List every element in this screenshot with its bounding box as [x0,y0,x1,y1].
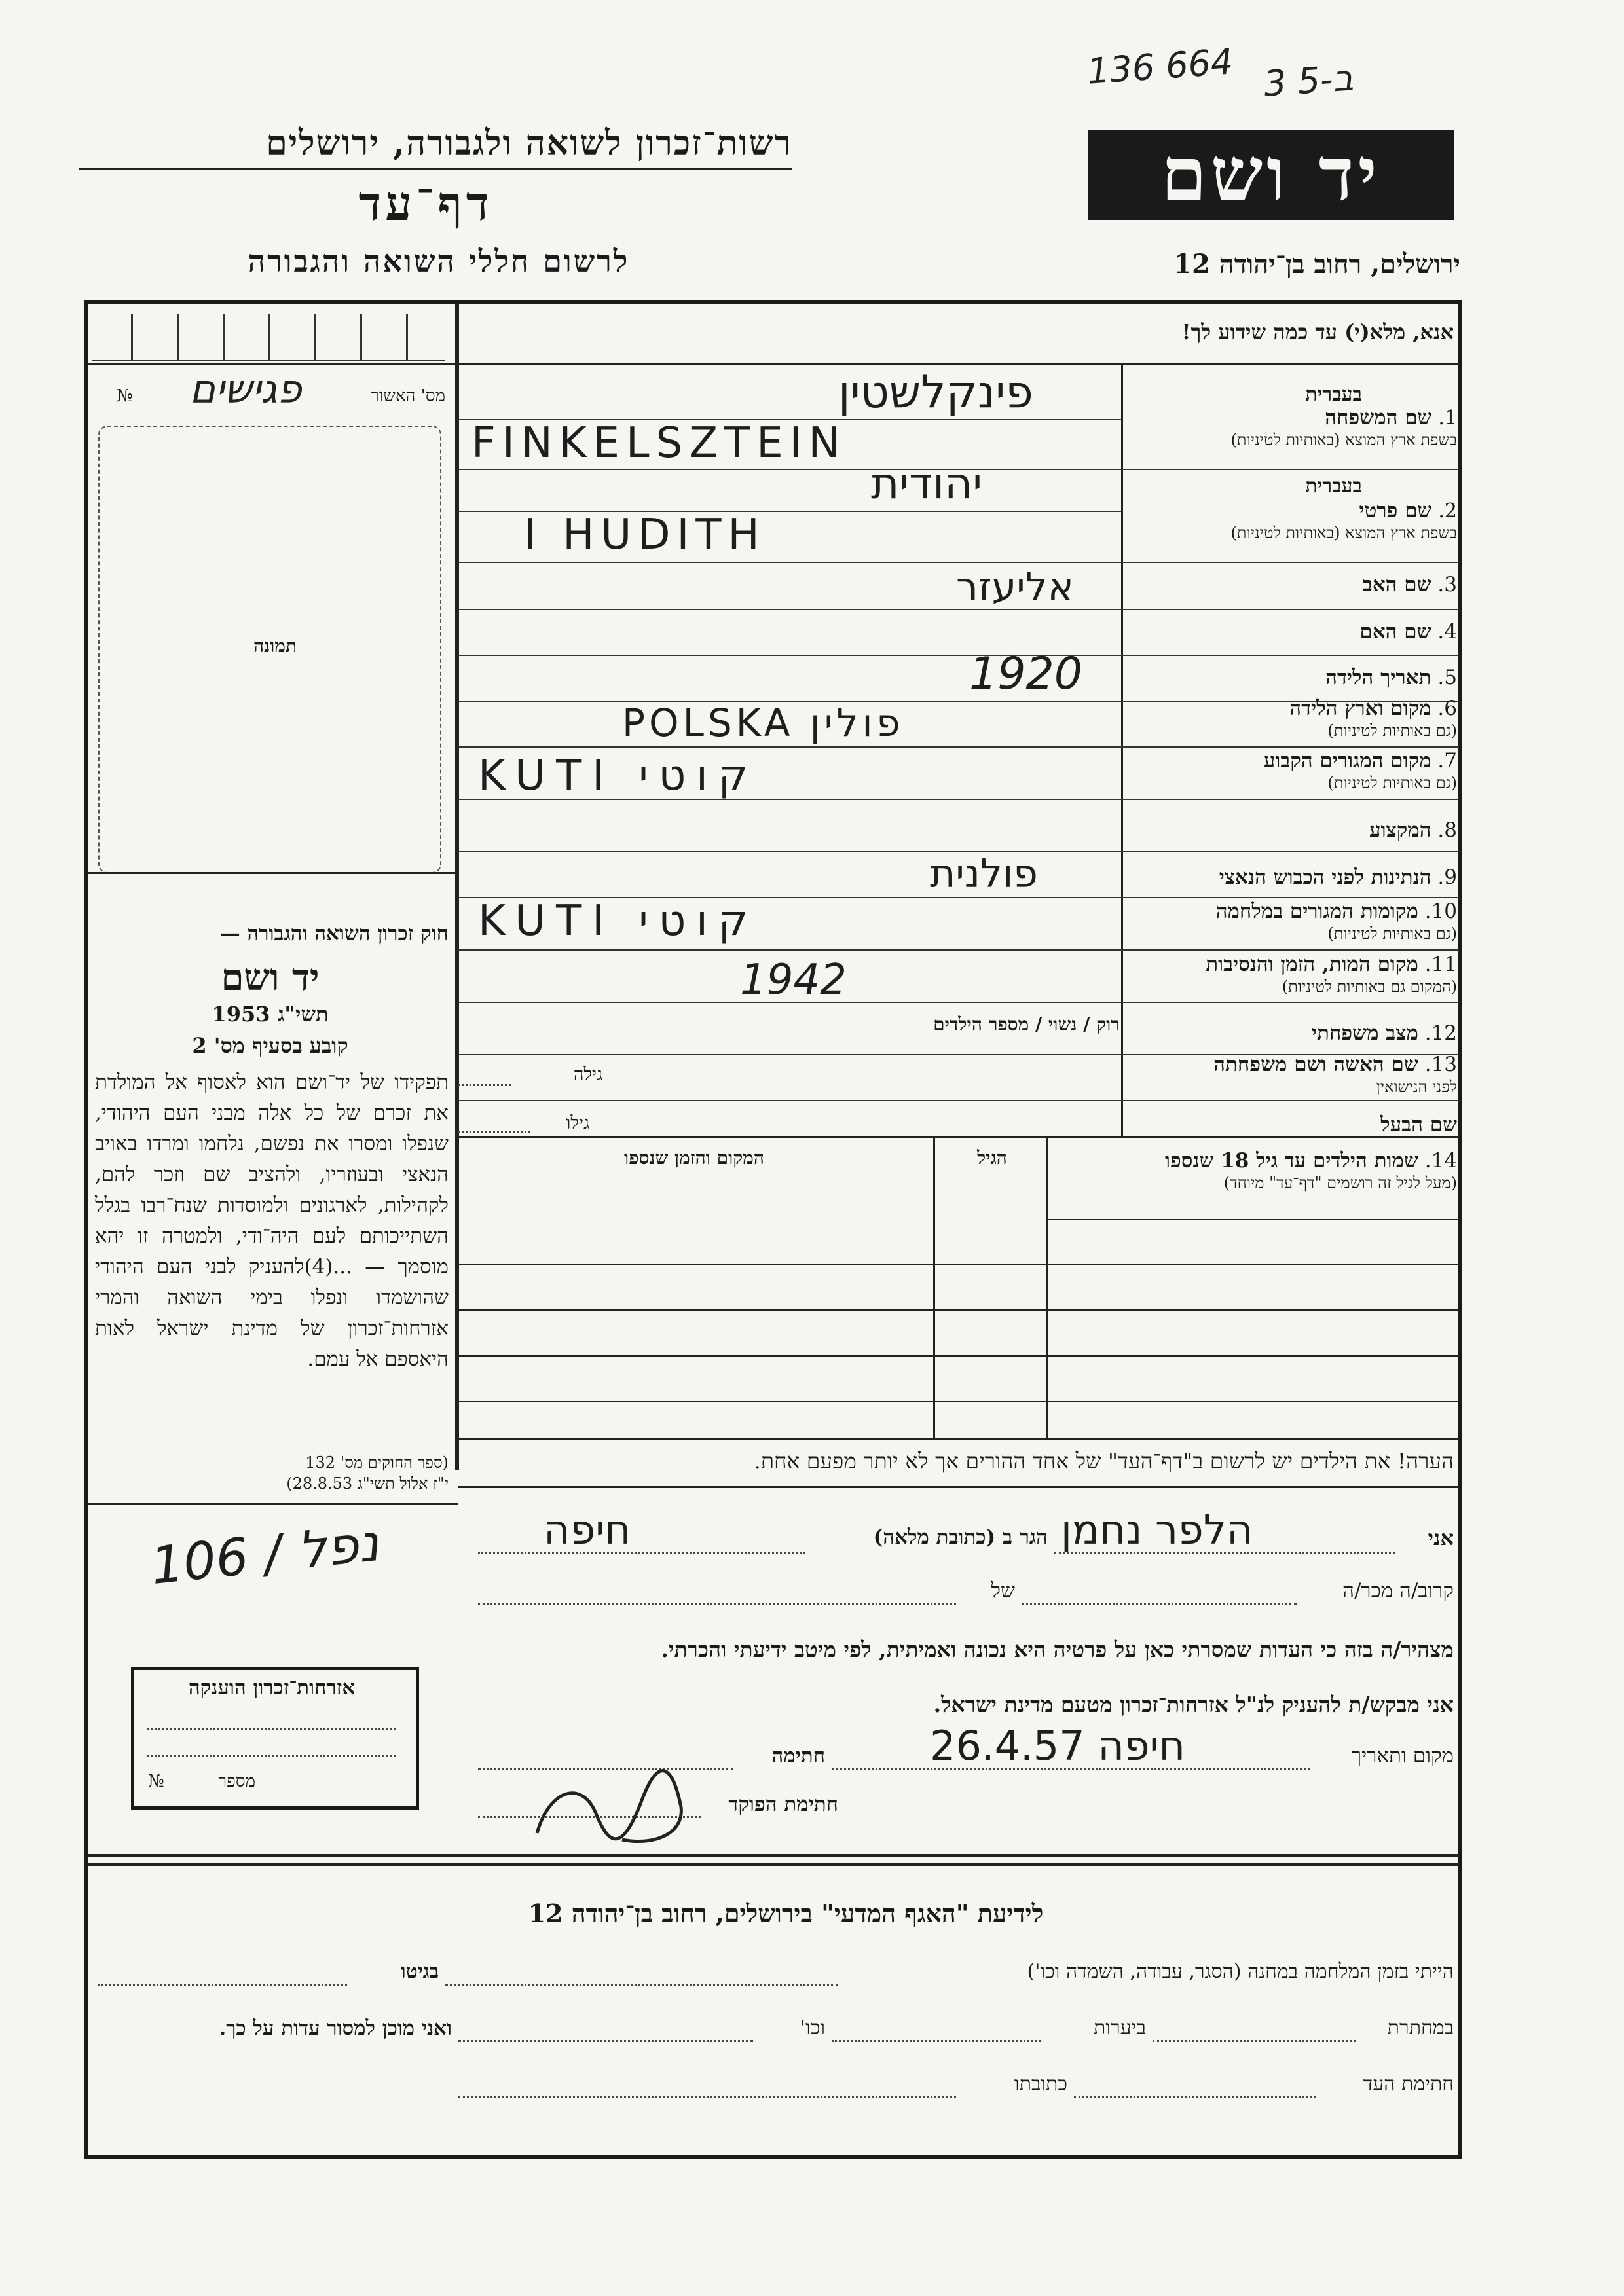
children-row-line [458,1355,1459,1357]
children-col-place: המקום והזמן שנספו [624,1147,764,1169]
citizenship-number-label: מספר [218,1772,255,1791]
field-6-num: 6. [1437,697,1457,720]
bottom-separator-2 [88,1863,1459,1866]
children-num: 14. [1424,1149,1457,1173]
field-13-value: גילה [573,1065,602,1085]
field-10-value: KUTI קוטי [478,897,759,945]
children-row-line [458,1309,1459,1311]
row-line [458,746,1459,748]
of-dotted [478,1603,956,1605]
bottom-line1-a: הייתי בזמן המלחמה במחנה (הסגר, עבודה, השמדה וכו') [1027,1960,1454,1983]
field-11-value: 1942 [740,956,847,1004]
field-12-num: 12. [1424,1021,1457,1045]
children-bottom-line [458,1438,1459,1440]
field-10-label [1216,900,1457,943]
field-1-hebrew-value: פינקלשטין [838,367,1033,418]
bottom-line1-b: בגיטו [400,1960,439,1983]
bottom-separator-1 [88,1854,1459,1857]
field-10-title: מקומות המגורים במלחמה [1215,900,1418,923]
bottom-line1-dotted [445,1984,838,1986]
field-1-latin-value: FINKELSZTEIN [471,419,847,467]
bottom-line2-dotted-3 [458,2040,753,2042]
field-11-num: 11. [1424,953,1457,976]
yad-vashem-logo: יד ושם [1088,130,1454,220]
field-9-num: 9. [1437,866,1457,889]
field-4-title: שם האם [1359,620,1431,644]
field-5-value: 1920 [969,648,1083,700]
field-7-sub: (גם באותיות לטיניות) [1327,774,1457,792]
field-13-sub: לפני הנישואין [1376,1078,1457,1096]
row-line [458,1100,1459,1101]
field-13-num: 13. [1424,1053,1457,1076]
husband-dotted [458,1131,530,1133]
bottom-line3-dotted-1 [1074,2096,1316,2098]
husband-title: שם הבעל [1380,1113,1457,1137]
children-row-line [458,1264,1459,1265]
field-5-title: תאריך הלידה [1325,666,1431,689]
note-bottom-line [458,1486,1459,1488]
bottom-line2-b: ביערות [1093,2016,1146,2039]
declarant-i-label: אני [1428,1525,1454,1550]
left-column-divider [455,304,459,1470]
children-sub: (מעל לגיל זה רושמים "דף־עד" מיוחד) [1223,1174,1457,1192]
field-12-value: רוק / נשוי / מספר הילדים [933,1013,1120,1035]
field-1-num: 1. [1438,407,1457,429]
law-source: (ספר החוקים מס' 132 [305,1453,449,1472]
field-7-value: KUTI קוטי [478,752,759,800]
field-13-title: שם האשה ושם משפחתה [1213,1053,1418,1076]
authority-title: רשות־זכרון לשואה ולגבורה, ירושלים [266,123,792,163]
field-6-sub: (גם באותיות לטיניות) [1327,721,1457,740]
children-row-line [458,1401,1459,1402]
margin-note: 106 / נפל [148,1514,382,1596]
field-12-title: מצב משפחתי [1311,1021,1418,1045]
approval-handwritten: פגישים [189,367,302,412]
handwritten-reference-2: 3 ב-5 [1262,57,1355,105]
citizenship-no-sign: № [148,1772,164,1791]
citizenship-box-dotted-2 [147,1755,396,1757]
field-2-num: 2. [1438,500,1457,522]
field-6-label [1289,697,1457,740]
row-line [458,562,1459,563]
field-13-label [1213,1053,1457,1097]
children-row-line [1048,1219,1459,1220]
field-4-label [1359,620,1457,644]
declarant-address-value: חיפה [544,1506,631,1554]
place-date-label: מקום ותאריך [1351,1744,1454,1768]
law-year: תשי"ג 1953 [212,1002,329,1027]
field-7-title: מקום המגורים הקבוע [1263,749,1431,773]
declarant-address-dotted [478,1552,805,1554]
top-strip-line [88,363,1459,365]
law-text: תפקידו של יד־ושם הוא לאסוף אל המולדת את זכרם של כל אלה מבני העם היהודי, שנפלו ומסרו את נפשם, נלחמו ומרדו באויב הנאצי ובעוזריו, ולהציב שם וזכר להם, לקהילות, לארגונים ולמוסדות שנח־רבו בגלל השתייכותם לעם היה־ודי, ולמטרה זו יהא מוסמך — ...(4)להעניק לבני העם היהודי שהושמדו ונפלו בימי השואה והמרי אזרחות־זכרון של מדינת ישראל לאות היאספם אל עמם. [95,1070,449,1371]
row-line [458,949,1459,951]
relative-label: קרוב/ה מכר/ה [1342,1579,1454,1603]
bottom-line2-a: במחתרת [1387,2016,1454,2039]
bottom-line3-dotted-2 [458,2096,956,2098]
photo-label: תמונה [253,635,297,657]
field-9-label [1219,866,1457,889]
form-subtitle: לרשום חללי השואה והגבורה [248,244,630,279]
field-2-sub: בשפת ארץ המוצא (באותיות לטיניות) [1230,524,1457,542]
law-logo: יד ושם [221,956,320,999]
field-8-num: 8. [1437,818,1457,842]
field-6-title: מקום וארץ הלידה [1289,697,1431,720]
photo-bottom-line [88,872,456,874]
field-5-label [1325,666,1457,689]
field-2-title: שם פרטי [1359,499,1432,522]
signature-label: חתימה [771,1744,825,1768]
field-11-sub: (המקום גם באותיות לטיניות) [1282,977,1457,996]
children-label [1165,1149,1457,1193]
of-label: של [991,1579,1015,1603]
bottom-line3-b: כתובתו [1014,2073,1067,2096]
field-1-sub: בשפת ארץ המוצא (באותיות לטיניות) [1230,431,1457,449]
children-col-divider-2 [933,1138,935,1439]
field-2-lang: בעברית [1305,475,1362,498]
bottom-line2-dotted-1 [1153,2040,1356,2042]
field-3-label [1363,573,1457,596]
approval-no-sign: № [117,386,133,406]
children-title: שמות הילדים עד גיל 18 שנספו [1164,1149,1418,1173]
field-6-value: POLSKA פולין [622,701,904,745]
field-1-title: שם המשפחה [1325,406,1432,429]
approval-label: מס' האשור [370,386,445,406]
approval-ticks [92,308,445,361]
place-date-value: חיפה 26.4.57 [930,1722,1185,1770]
field-2-label [1230,499,1457,543]
law-heading: חוק זכרון השואה והגבורה — [219,922,449,945]
field-10-sub: (גם באותיות לטיניות) [1327,924,1457,943]
children-top-line [458,1136,1459,1138]
children-col-age: הגיל [977,1147,1007,1169]
field-2-latin-value: I HUDITH [524,511,766,559]
bottom-line3-a: חתימת העד [1363,2073,1454,2096]
signature-scribble [524,1761,694,1859]
authority-underline [79,168,792,170]
bottom-line2-c: וכו' [800,2016,825,2039]
citizenship-box-title: אזרחות־זכרון הוענקה [188,1676,356,1700]
instruction: אנא, מלא(י) עד כמה שידוע לך! [1181,319,1454,344]
label-column-divider [1121,363,1123,1136]
field-9-title: הנתינות לפני הכבוש הנאצי [1219,866,1431,889]
children-col-divider-1 [1046,1138,1048,1439]
field-7-num: 7. [1437,749,1457,773]
bottom-title: לידיעת "האגף המדעי" בירושלים, רחוב בן־יהודה 12 [528,1899,1044,1928]
bottom-line2-dotted-2 [832,2040,1041,2042]
children-note: הערה! את הילדים יש לרשום ב"דף־העד" של אחד ההורים אך לא יותר מפעם אחת. [754,1448,1454,1474]
husband-value: גילו [566,1113,589,1133]
field-3-title: שם האב [1362,573,1431,596]
handwritten-reference: 136 664 [1086,41,1235,92]
bottom-line2-d: ואני מוכן למסור עדות על כך. [219,2016,452,2040]
citizenship-box-dotted-1 [147,1728,396,1730]
law-date: י"ז אלול תשי"ג 28.8.53) [286,1474,449,1493]
form-title: דף־עד [358,175,493,231]
field-11-title: מקום המות, הזמן והנסיבות [1206,953,1418,976]
header-address: ירושלים, רחוב בן־יהודה 12 [1173,249,1460,280]
field-13-dotted [458,1084,511,1086]
field-9-value: פולנית [930,851,1038,897]
field-2-hebrew-value: יהודית [871,458,983,509]
declarant-name-value: הלפר נחמן [1061,1506,1253,1554]
husband-label [1380,1113,1457,1137]
officer-label: חתימת הפוקד [728,1793,838,1816]
declarant-address-label: הגר ב (כתובת מלאה) [873,1525,1048,1549]
relative-dotted [1022,1603,1297,1605]
row-line [458,655,1459,656]
request-text: אני מבקש/ת להעניק לנ"ל אזרחות־זכרון מטעם מדינת ישראל. [933,1692,1454,1717]
field-3-num: 3. [1437,573,1457,596]
field-7-label [1264,749,1457,793]
field-1-label [1230,406,1457,450]
field-3-value: אליעזר [956,564,1074,610]
declaration-text: מצהיר/ה בזה כי העדות שמסרתי כאן על פרטיה היא נכונה ואמיתית, לפי מיטב ידיעתי והכרתי. [661,1637,1454,1662]
field-4-num: 4. [1437,620,1457,644]
left-panel-bottom-line [88,1503,458,1505]
field-1-lang: בעברית [1305,383,1362,406]
field-12-label [1312,1021,1457,1045]
field-8-label [1369,818,1457,842]
field-11-label [1206,953,1457,996]
field-8-title: המקצוע [1369,818,1431,842]
law-clause: קובע בסעיף מס' 2 [192,1033,348,1058]
field-5-num: 5. [1437,666,1457,689]
row-line [458,1002,1459,1003]
bottom-line1-dotted-2 [98,1984,347,1986]
field-10-num: 10. [1424,900,1457,923]
